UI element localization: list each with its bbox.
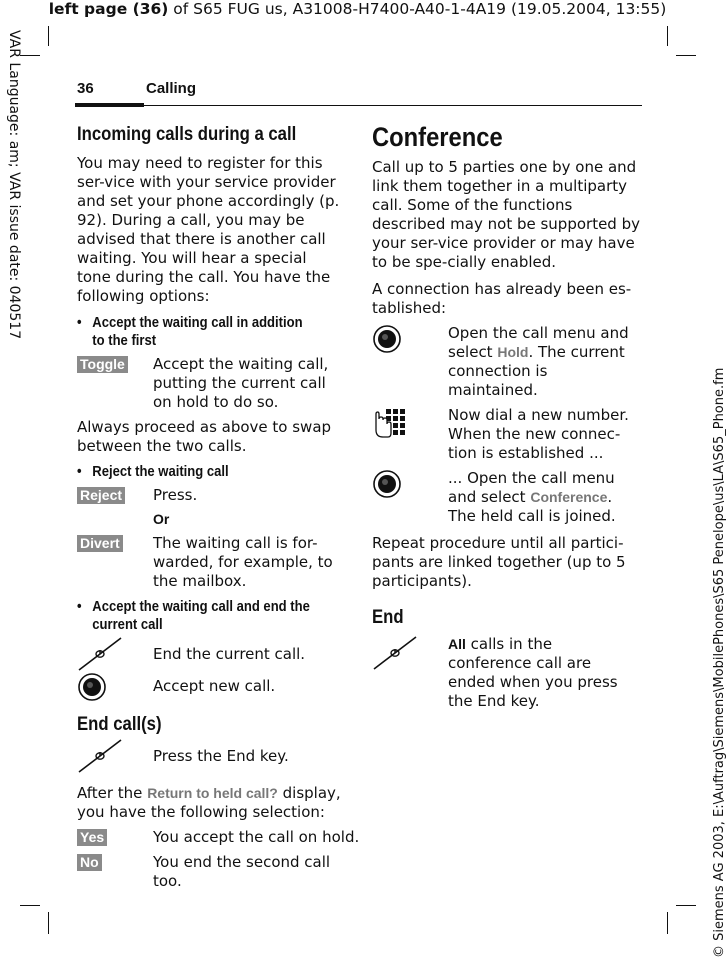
option-yes xyxy=(77,828,360,847)
after-suffix: display, you have the following selection: xyxy=(77,784,341,821)
keypad-icon[interactable] xyxy=(372,406,406,440)
print-info-line xyxy=(0,0,715,18)
press-end-description: Press the End key. xyxy=(153,747,289,765)
option-press-end xyxy=(77,738,345,774)
crop-mark xyxy=(676,905,696,906)
language-issue-note: VAR Language: am; VAR issue date: 040517 xyxy=(6,30,22,340)
conference-intro: Call up to 5 parties one by one and link them together in a multiparty call. Some of the functions described may not be supported by your ser-vice provider or may have to be spe-cially enabled. xyxy=(372,158,640,271)
end-key-icon[interactable] xyxy=(372,635,418,671)
after-prefix: After the xyxy=(77,784,148,802)
end-all-description xyxy=(448,635,640,711)
reject-description: Press. xyxy=(153,486,198,504)
print-info-bold: left page (36) xyxy=(48,0,169,18)
conference-step-join xyxy=(372,469,640,526)
conference-step-hold xyxy=(372,324,640,400)
crop-mark xyxy=(20,905,40,906)
step-hold-suffix: . The current connection is maintained. xyxy=(448,343,625,399)
step-join-description xyxy=(448,469,640,526)
bullet-line: • Accept the waiting call in addition xyxy=(92,315,303,331)
crop-mark xyxy=(20,55,40,56)
option-reject xyxy=(77,486,345,505)
or-row xyxy=(77,510,345,529)
accept-new-description: Accept new call. xyxy=(153,677,276,695)
section-title-incoming-calls: Incoming calls during a call xyxy=(77,124,297,145)
end-all-rest: calls in the conference call are ended when you press the End key. xyxy=(448,635,618,710)
repeat-procedure-text: Repeat procedure until all partici-pants are linked together (up to 5 participants). xyxy=(372,534,626,590)
header-rule-accent xyxy=(75,103,144,107)
crop-mark xyxy=(676,55,696,56)
call-key-icon[interactable] xyxy=(77,672,107,702)
crop-mark xyxy=(48,912,49,934)
file-path-note: © Siemens AG 2003, E:\Auftrag\Siemens\MobilePhones\S65 Penelope\us\LA\S65_Phone.fm xyxy=(712,367,727,958)
conference-step-dial xyxy=(372,406,640,463)
step-dial-description: Now dial a new number. When the new connec-tion is established ... xyxy=(448,406,629,462)
end-conference-step xyxy=(372,635,640,711)
call-key-icon[interactable] xyxy=(372,469,402,499)
step-hold-prefix: Open the call menu and select xyxy=(448,324,629,361)
bullet-line: current call xyxy=(92,617,163,633)
step-join-suffix: . The held call is joined. xyxy=(448,488,616,525)
divert-softkey[interactable]: Divert xyxy=(77,535,123,552)
end-current-description: End the current call. xyxy=(153,645,306,663)
or-label: Or xyxy=(153,511,170,527)
bullet-line: • Accept the waiting call and end the xyxy=(92,599,310,615)
section-title-end: End xyxy=(372,607,404,628)
left-column xyxy=(77,124,360,891)
header-rule xyxy=(75,105,642,106)
step-hold-description xyxy=(448,324,640,400)
bullet-accept-and-end xyxy=(77,598,358,634)
bullet-line: • Reject the waiting call xyxy=(92,464,229,480)
bullet-line: to the first xyxy=(92,333,157,349)
option-divert xyxy=(77,534,345,591)
option-accept-new xyxy=(77,672,345,702)
chapter-title: Calling xyxy=(146,80,197,97)
conference-menu-text: Conference xyxy=(530,489,608,505)
toggle-softkey[interactable]: Toggle xyxy=(77,356,128,373)
call-key-icon[interactable] xyxy=(372,324,402,354)
divert-description: The waiting call is for-warded, for example, to the mailbox. xyxy=(153,534,333,590)
reject-softkey[interactable]: Reject xyxy=(77,487,125,504)
option-end-current xyxy=(77,636,345,672)
end-key-icon[interactable] xyxy=(77,636,123,672)
bullet-accept-waiting xyxy=(77,314,358,350)
crop-mark xyxy=(48,26,49,46)
hold-menu-text: Hold xyxy=(497,344,529,360)
return-held-call-menu-text: Return to held call? xyxy=(147,785,278,801)
yes-softkey[interactable]: Yes xyxy=(77,829,107,846)
connection-established-text: A connection has already been es-tablished: xyxy=(372,280,632,317)
no-description: You end the second call too. xyxy=(153,853,331,890)
toggle-description: Accept the waiting call, putting the current call on hold to do so. xyxy=(153,355,329,411)
after-display-text xyxy=(77,784,345,822)
page-number: 36 xyxy=(77,80,94,97)
option-toggle xyxy=(77,355,345,412)
yes-description: You accept the call on hold. xyxy=(153,828,360,846)
section-title-end-calls: End call(s) xyxy=(77,714,162,735)
swap-text: Always proceed as above to swap between the two calls. xyxy=(77,418,332,455)
step-join-prefix: ... Open the call menu and select xyxy=(448,469,615,506)
crop-mark xyxy=(667,26,668,46)
end-key-icon[interactable] xyxy=(77,738,123,774)
crop-mark xyxy=(667,912,668,934)
print-info-text: of S65 FUG us, A31008-H7400-A40-1-4A19 (19.05.2004, 13:55) xyxy=(168,0,667,18)
no-softkey[interactable]: No xyxy=(77,854,102,871)
section-title-conference: Conference xyxy=(372,122,503,152)
option-no xyxy=(77,853,345,891)
right-column xyxy=(372,122,640,711)
incoming-intro: You may need to register for this ser-vice with your service provider and set your phone accordingly (p. 92). During a call, you may be advised that there is another call waiting. You will hear a special tone during the call. You have the following options: xyxy=(77,154,340,305)
bullet-reject-waiting xyxy=(77,463,358,481)
all-term: All xyxy=(448,636,466,652)
